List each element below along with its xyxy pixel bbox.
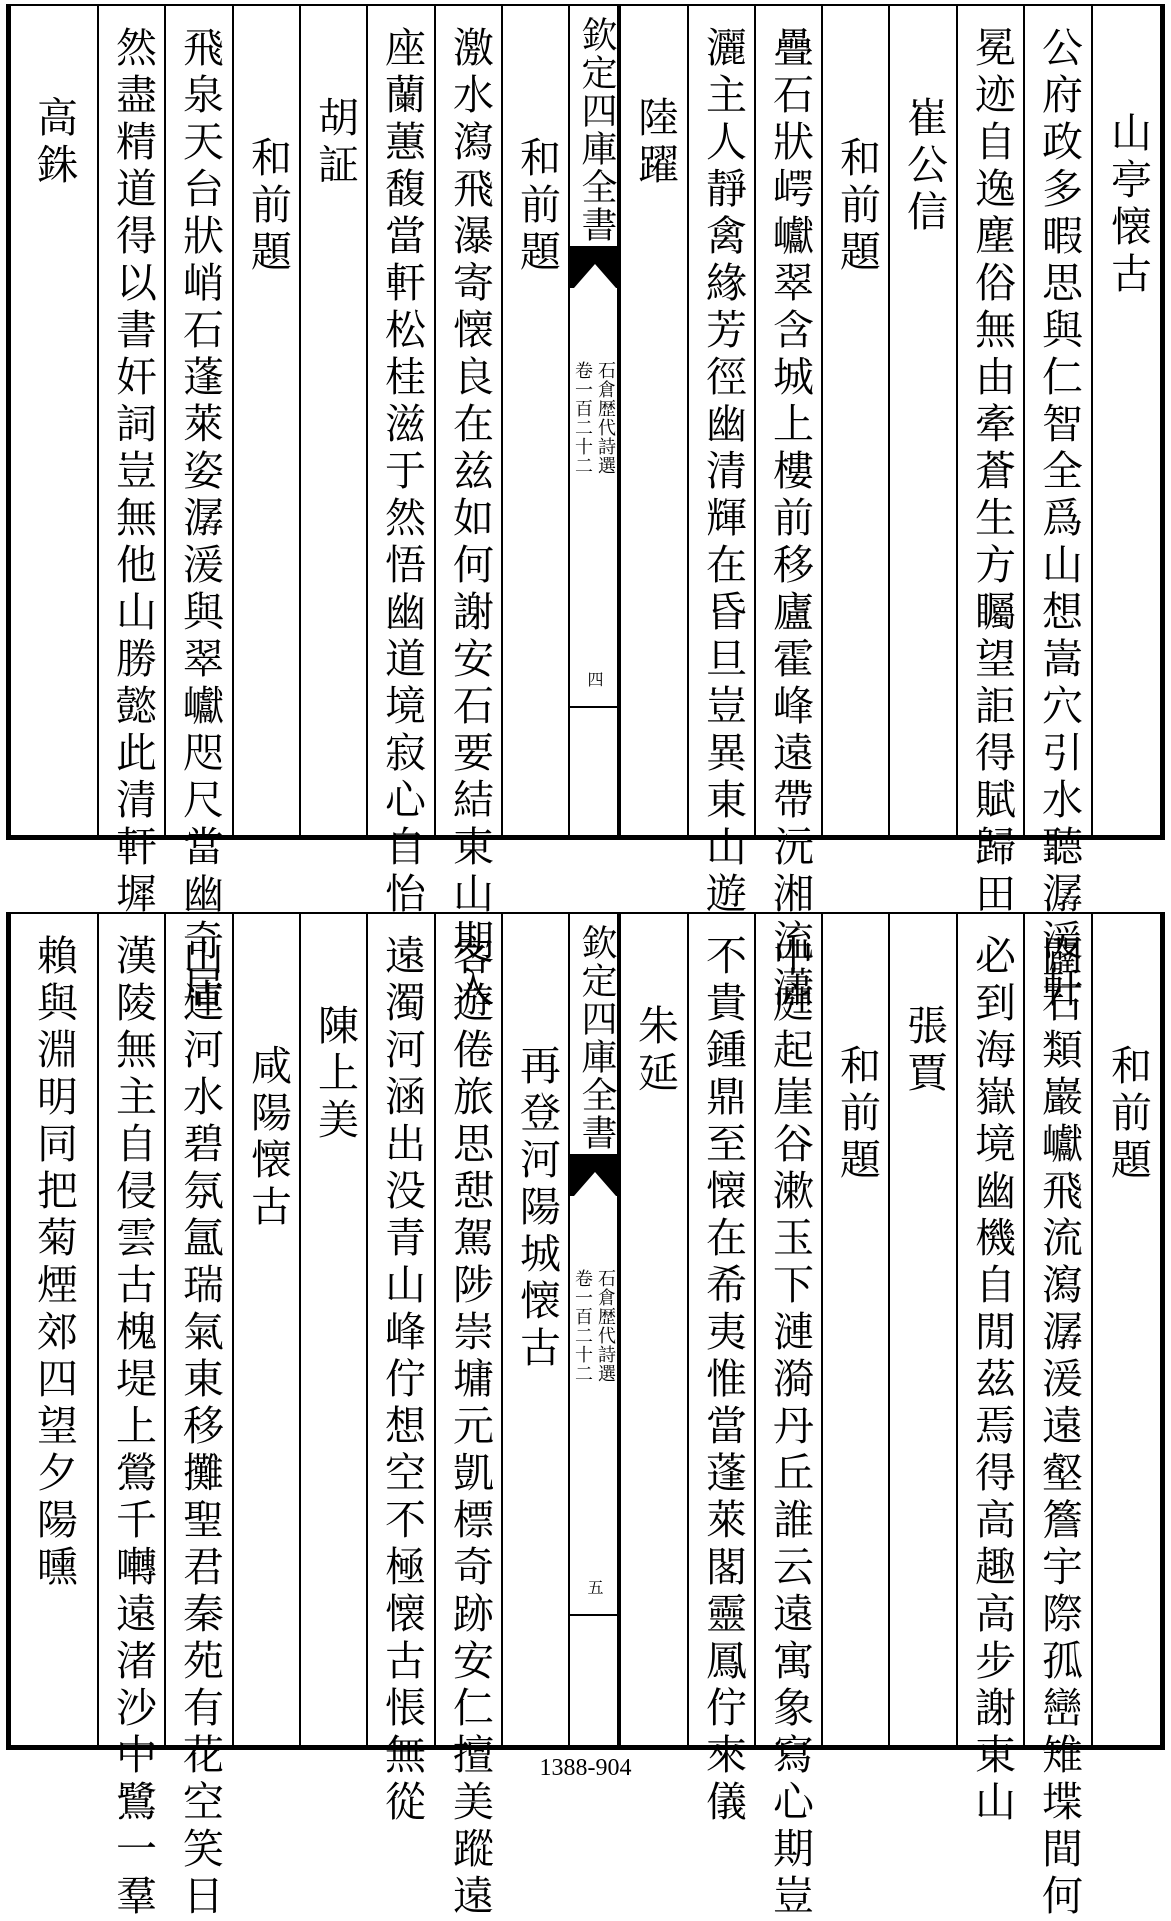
center-book: 石倉歴代詩選 [595,1269,616,1383]
center-volume: 卷一百二十二 [572,361,593,475]
column-10 [434,6,501,1013]
column-11 [366,6,434,919]
column-text: 高銖 [30,96,78,190]
column-text: 陸躍 [631,96,679,190]
column-text: 山亭懐古 [1104,111,1152,299]
column-1 [1091,6,1160,835]
column-13 [232,914,299,1745]
center-fold [568,6,619,835]
column-12 [299,914,366,1745]
column-13 [232,6,299,835]
column-text: 漢陵無主自侵雲古槐堤上鶯千囀遠渚沙中鷺一羣 [109,934,157,1921]
column-14 [164,6,232,1013]
column-9 [501,6,568,835]
column-text: 冕迹自逸塵俗無由牽蒼生方矚望詎得賦歸田 [968,26,1016,919]
column-text: 座蘭蕙馥當軒松桂滋于然悟幽道境寂心自怡 [378,26,426,919]
center-page-number: 五 [585,1579,604,1601]
column-text: 闢石類巖巘飛流瀉潺湲遠壑簷宇際孤巒雉堞間何 [1035,934,1083,1921]
column-16 [11,914,97,1745]
column-text: 遠濁河涵出没青山峰佇想空不極懐古悵無從 [378,934,426,1827]
column-text: 張賈 [900,1004,948,1098]
column-text: 疊石狀崿巘翠含城上樓前移廬霍峰遠帶沅湘流瀟 [766,26,814,1013]
column-text: 陳上美 [311,1004,359,1145]
column-2 [1023,914,1091,1921]
center-title: 欽定四庫全書 [576,924,617,1152]
page-footer-number: 1388-904 [539,1755,632,1781]
fish-tail-ornament [570,246,617,288]
column-text: 和前題 [1104,1044,1152,1185]
column-text: 賴與淵明同把菊煙郊四望夕陽曛 [30,934,78,1592]
center-volume: 卷一百二十二 [572,1269,593,1383]
column-15 [97,914,164,1921]
column-text: 咸陽懐古 [244,1044,292,1232]
column-text: 然盡精道得以書奸詞豈無他山勝懿此清軒墀 [109,26,157,919]
column-7 [687,914,754,1827]
column-3 [956,914,1023,1827]
center-rule [570,706,617,708]
column-text: 中庭起崖谷漱玉下漣漪丹丘誰云遠寓象寫心期豈 [766,934,814,1921]
column-15 [97,6,164,919]
column-4 [888,914,956,1745]
center-page-number: 四 [585,671,604,693]
column-text: 和前題 [244,136,292,277]
column-4 [888,6,956,835]
column-text: 山連河水碧氛氲瑞氣東移攤聖君秦苑有花空笑日 [176,934,224,1921]
top-page [6,4,1165,1013]
column-text: 飛泉天台狀峭石蓬萊姿潺湲與翠巘咫尺當幽奇居 [176,26,224,1013]
column-text: 必到海嶽境幽機自閒茲焉得高趣高步謝東山 [968,934,1016,1827]
column-text: 灑主人靜禽緣芳徑幽清輝在昏旦豈異東山遊 [699,26,747,919]
column-12 [299,6,366,835]
column-text: 客遊倦旅思憇駕陟崇墉元凱標奇跡安仁擅美蹤遠 [446,934,494,1921]
column-8 [619,914,687,1745]
center-title: 欽定四庫全書 [576,16,617,244]
fish-tail-ornament [570,1154,617,1196]
column-text: 和前題 [833,1044,881,1185]
column-text: 崔公信 [900,96,948,237]
column-9 [501,914,568,1745]
column-2 [1023,6,1091,1013]
column-text: 激水瀉飛瀑寄懐良在兹如何謝安石要結東山期入 [446,26,494,1013]
column-8 [619,6,687,835]
column-text: 和前題 [833,136,881,277]
column-text: 公府政多暇思與仁智全爲山想嵩穴引水聽潺湲軒 [1035,26,1083,1013]
column-3 [956,6,1023,919]
column-1 [1091,914,1160,1745]
column-text: 胡証 [311,96,359,190]
column-text: 不貴鍾鼎至懐在希夷惟當蓬萊閣靈鳳佇來儀 [699,934,747,1827]
column-6 [754,6,821,1013]
column-text: 和前題 [513,136,561,277]
column-5 [821,914,888,1745]
column-text: 朱延 [631,1004,679,1098]
column-5 [821,6,888,835]
center-book: 石倉歴代詩選 [595,361,616,475]
column-6 [754,914,821,1921]
column-7 [687,6,754,919]
column-10 [434,914,501,1921]
center-rule [570,1614,617,1616]
column-text: 再登河陽城懐古 [513,1044,561,1373]
center-fold [568,914,619,1745]
column-14 [164,914,232,1921]
column-11 [366,914,434,1827]
column-16 [11,6,97,835]
